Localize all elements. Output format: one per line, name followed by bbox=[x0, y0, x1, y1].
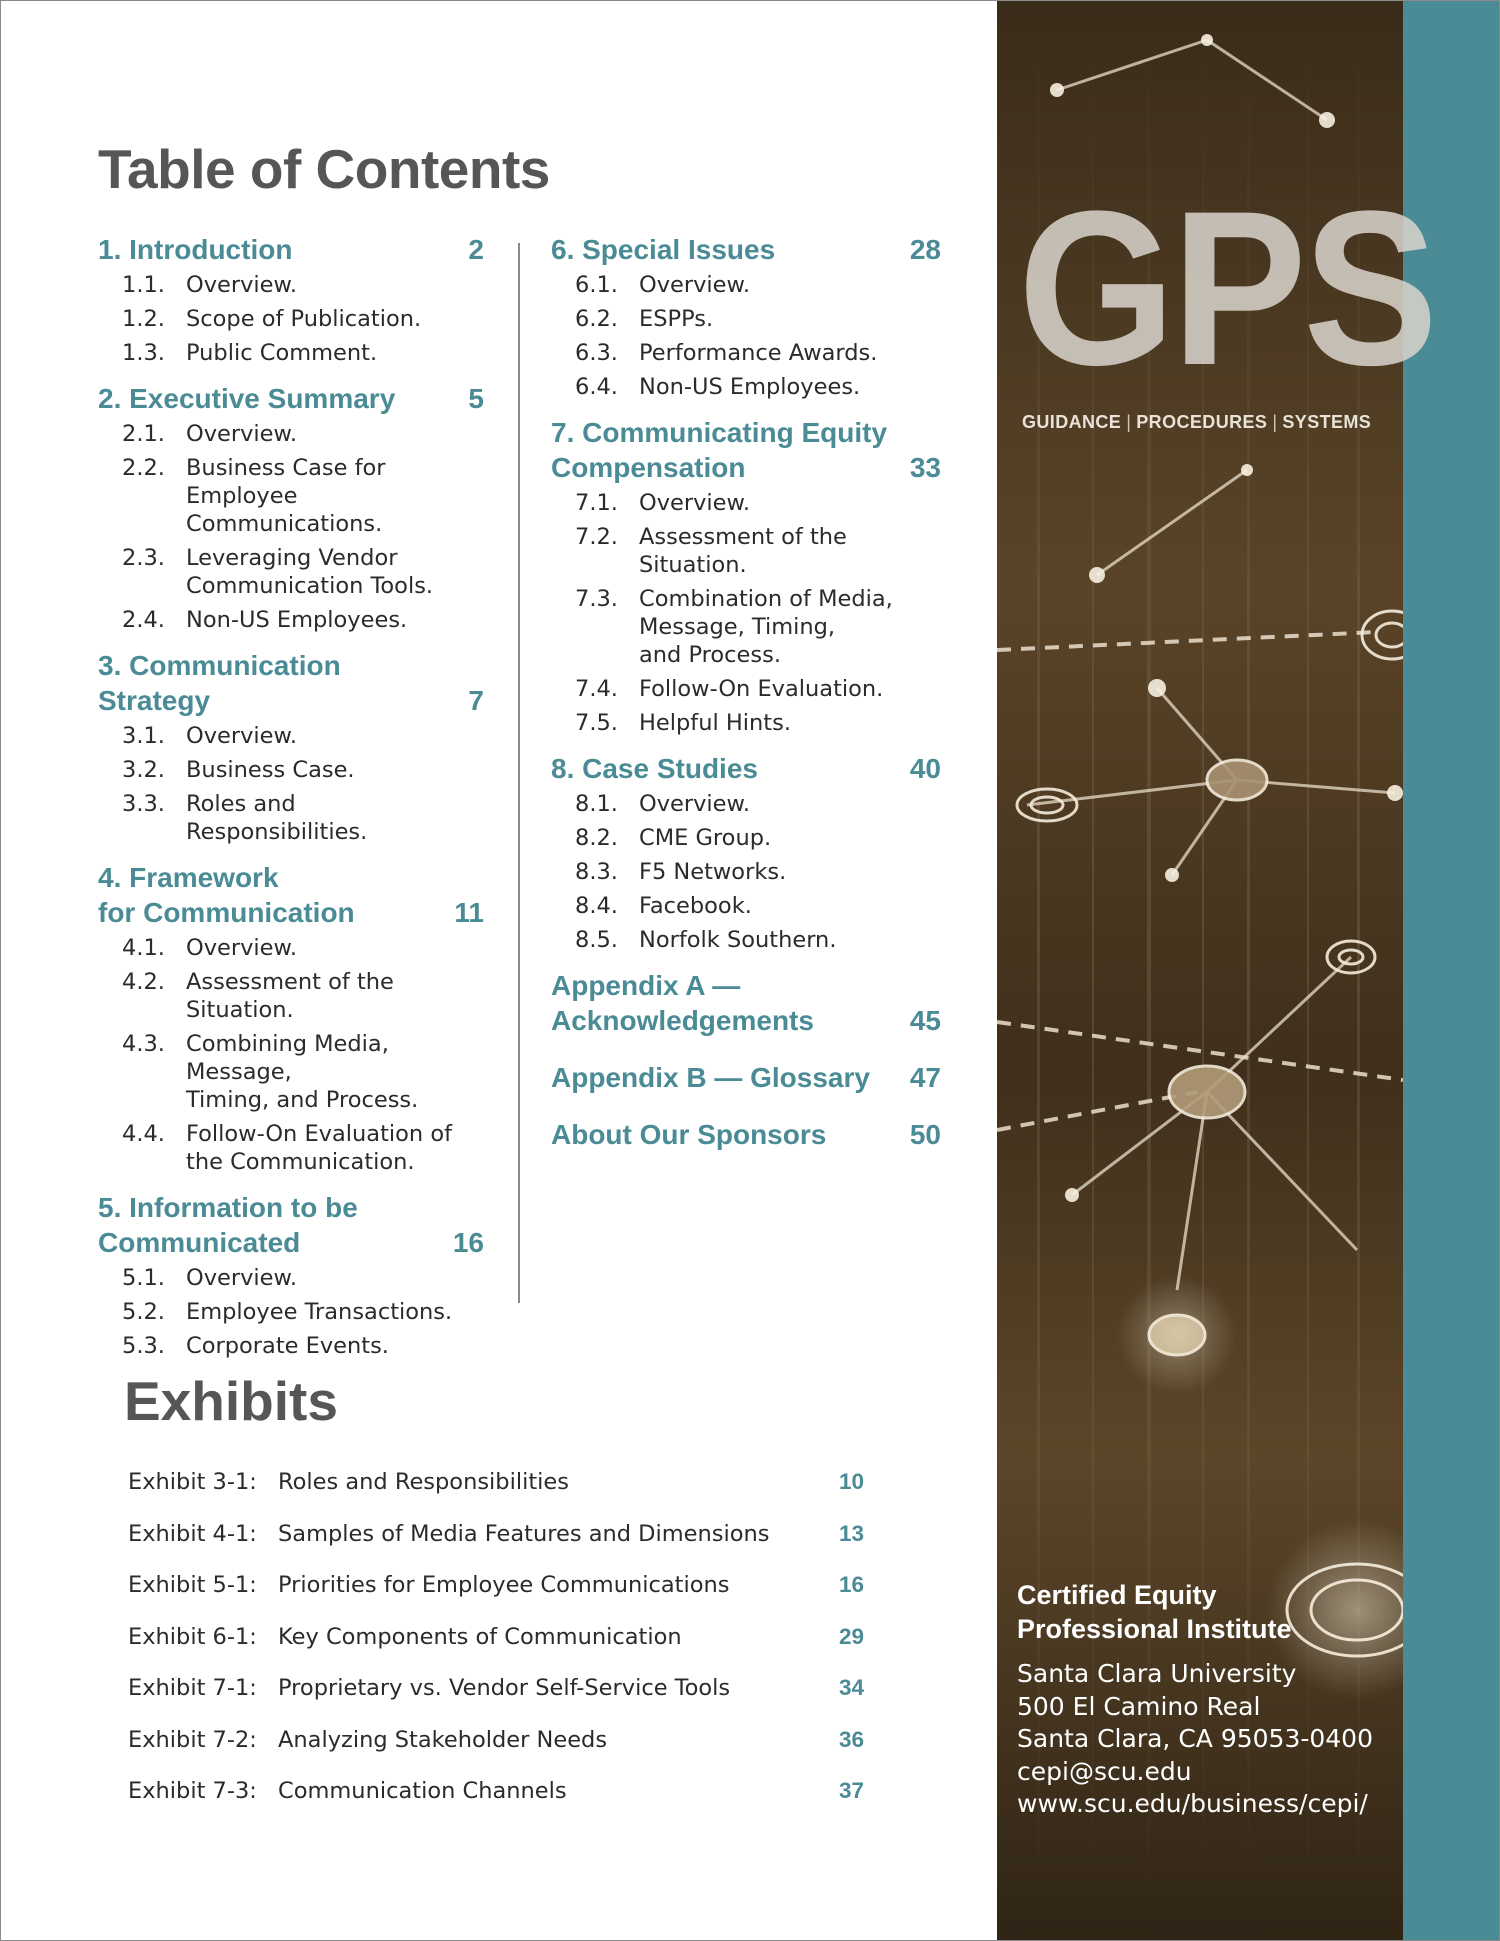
toc-section bbox=[551, 751, 941, 954]
toc-subitem-number: 1.1. bbox=[122, 272, 165, 298]
toc-section-page: 11 bbox=[454, 897, 484, 928]
toc-subitem[interactable] bbox=[551, 858, 941, 886]
exhibit-page: 34 bbox=[838, 1675, 864, 1700]
exhibit-row[interactable] bbox=[128, 1720, 864, 1772]
exhibit-name: Key Components of Communication bbox=[278, 1623, 682, 1650]
exhibit-row[interactable] bbox=[128, 1565, 864, 1617]
toc-subitems bbox=[551, 271, 941, 401]
toc-subitem[interactable] bbox=[551, 892, 941, 920]
toc-subitem[interactable] bbox=[98, 1030, 484, 1114]
toc-subitem-number: 1.3. bbox=[122, 340, 165, 366]
toc-subitem[interactable] bbox=[98, 756, 484, 784]
toc-appendix-page: 50 bbox=[909, 1119, 941, 1150]
exhibit-number: Exhibit 3-1: bbox=[128, 1469, 257, 1495]
exhibit-page: 13 bbox=[838, 1520, 864, 1546]
exhibit-row[interactable] bbox=[128, 1617, 864, 1669]
toc-subitem-text: Scope of Publication. bbox=[186, 306, 422, 332]
toc-subitem[interactable] bbox=[98, 454, 484, 538]
exhibit-page: 37 bbox=[838, 1778, 864, 1803]
toc-appendix-page: 45 bbox=[909, 1005, 941, 1036]
toc-subitem[interactable] bbox=[98, 790, 484, 846]
exhibit-number: Exhibit 7-3: bbox=[128, 1778, 257, 1804]
toc-subitem-number: 8.4. bbox=[575, 893, 618, 919]
toc-subitem[interactable] bbox=[98, 420, 484, 448]
toc-subitem-text: Corporate Events. bbox=[186, 1333, 389, 1359]
toc-subitem-number: 2.4. bbox=[122, 607, 165, 633]
toc-subitem[interactable] bbox=[98, 1264, 484, 1292]
toc-subitem[interactable] bbox=[551, 339, 941, 367]
toc-subitem[interactable] bbox=[551, 489, 941, 517]
institute-name: Certified Equity Professional Institute bbox=[1017, 1580, 1292, 1644]
toc-section-heading[interactable] bbox=[551, 415, 941, 485]
exhibit-row[interactable] bbox=[128, 1771, 864, 1823]
toc-subitem-number: 6.1. bbox=[575, 272, 618, 298]
toc-subitem-text: Facebook. bbox=[639, 893, 752, 919]
exhibit-number: Exhibit 7-2: bbox=[128, 1726, 257, 1753]
toc-section-title[interactable]: 5. Information to be Communicated bbox=[98, 1192, 358, 1258]
toc-subitem-number: 4.4. bbox=[122, 1121, 165, 1147]
toc-appendix-page: 47 bbox=[909, 1062, 941, 1093]
toc-subitem-text: Combining Media, Message, Timing, and Process. bbox=[186, 1031, 419, 1113]
toc-subitem-number: 6.2. bbox=[575, 306, 618, 332]
toc-subitem-text: Overview. bbox=[186, 421, 298, 447]
toc-subitem-number: 8.2. bbox=[575, 825, 618, 851]
toc-section-page: 40 bbox=[909, 753, 941, 784]
toc-subitem-text: Non-US Employees. bbox=[639, 374, 861, 400]
toc-section-page: 16 bbox=[452, 1227, 484, 1258]
toc-subitem[interactable] bbox=[551, 926, 941, 954]
exhibit-page: 10 bbox=[838, 1469, 864, 1494]
toc-appendix-title[interactable]: Appendix A — Acknowledgements bbox=[551, 970, 814, 1036]
exhibit-name: Samples of Media Features and Dimensions bbox=[278, 1520, 770, 1547]
toc-subitem-text: Follow-On Evaluation. bbox=[639, 676, 884, 702]
toc-appendix bbox=[551, 1117, 941, 1152]
toc-subitem-text: CME Group. bbox=[639, 825, 772, 851]
toc-subitem-number: 3.1. bbox=[122, 723, 165, 749]
toc-section-heading[interactable] bbox=[98, 232, 484, 267]
toc-subitem-number: 3.3. bbox=[122, 791, 165, 817]
toc-subitem-text: Non-US Employees. bbox=[186, 607, 408, 633]
toc-subitem-text: Business Case for Employee Communications. bbox=[186, 455, 386, 537]
toc-section-title[interactable]: 4. Framework for Communication bbox=[98, 862, 355, 928]
toc-subitem-text: Follow-On Evaluation of the Communication. bbox=[186, 1121, 453, 1175]
column-divider bbox=[518, 243, 520, 1303]
toc-section-heading[interactable] bbox=[98, 381, 484, 416]
toc-subitem[interactable] bbox=[98, 1298, 484, 1326]
toc-subitem[interactable] bbox=[551, 675, 941, 703]
toc-subitem[interactable] bbox=[551, 790, 941, 818]
toc-subitem-number: 7.1. bbox=[575, 490, 618, 516]
toc-subitem-text: Assessment of the Situation. bbox=[639, 524, 847, 578]
toc-subitems bbox=[98, 934, 484, 1176]
toc-subitem[interactable] bbox=[98, 271, 484, 299]
toc-subitems bbox=[551, 790, 941, 954]
toc-subitem-text: Overview. bbox=[186, 272, 298, 298]
toc-subitem-number: 6.3. bbox=[575, 340, 618, 366]
gps-tagline bbox=[1022, 412, 1371, 433]
toc-subitem-text: ESPPs. bbox=[639, 306, 714, 332]
toc-subitems bbox=[98, 1264, 484, 1360]
toc-appendix-heading[interactable] bbox=[551, 1117, 941, 1152]
tagline-word: PROCEDURES bbox=[1136, 412, 1268, 432]
exhibit-number: Exhibit 7-1: bbox=[128, 1675, 257, 1701]
toc-appendix bbox=[551, 968, 941, 1038]
toc-subitem-text: Helpful Hints. bbox=[639, 710, 792, 736]
toc-right-column bbox=[551, 232, 941, 1174]
toc-subitem[interactable] bbox=[551, 523, 941, 579]
toc-section-title[interactable]: 7. Communicating Equity Compensation bbox=[551, 417, 888, 483]
toc-subitem-number: 5.2. bbox=[122, 1299, 165, 1325]
exhibit-name: Roles and Responsibilities bbox=[278, 1469, 569, 1495]
toc-subitems bbox=[98, 722, 484, 846]
toc-subitem-number: 4.3. bbox=[122, 1031, 165, 1057]
exhibit-name: Analyzing Stakeholder Needs bbox=[278, 1726, 608, 1753]
toc-section-heading[interactable] bbox=[551, 751, 941, 786]
toc-appendix-heading[interactable] bbox=[551, 1060, 941, 1095]
exhibit-name: Proprietary vs. Vendor Self-Service Tools bbox=[278, 1675, 731, 1701]
toc-section bbox=[98, 381, 484, 634]
address-line: 500 El Camino Real bbox=[1017, 1691, 1261, 1721]
toc-section-title[interactable]: 6. Special Issues bbox=[551, 234, 776, 265]
toc-subitem-text: Assessment of the Situation. bbox=[186, 969, 394, 1023]
toc-subitem[interactable] bbox=[551, 271, 941, 299]
toc-section-title[interactable]: 2. Executive Summary bbox=[98, 383, 396, 414]
exhibit-name: Communication Channels bbox=[278, 1778, 567, 1804]
toc-section-title[interactable]: 3. Communication Strategy bbox=[98, 650, 341, 716]
toc-section bbox=[98, 860, 484, 1176]
exhibit-number: Exhibit 6-1: bbox=[128, 1623, 257, 1650]
toc-section-heading[interactable] bbox=[551, 232, 941, 267]
toc-subitems bbox=[98, 420, 484, 634]
toc-subitem-number: 7.4. bbox=[575, 676, 618, 702]
tagline-separator: | bbox=[1272, 412, 1278, 432]
toc-section-page: 7 bbox=[468, 685, 484, 716]
tagline-separator: | bbox=[1126, 412, 1132, 432]
exhibit-page: 16 bbox=[838, 1572, 864, 1597]
toc-subitems bbox=[98, 271, 484, 367]
address-line: Santa Clara, CA 95053-0400 bbox=[1017, 1724, 1373, 1753]
exhibit-page: 29 bbox=[838, 1623, 864, 1649]
toc-section bbox=[98, 648, 484, 846]
toc-section-title[interactable]: 8. Case Studies bbox=[551, 753, 758, 784]
toc-subitem[interactable] bbox=[98, 339, 484, 367]
exhibit-number: Exhibit 4-1: bbox=[128, 1520, 257, 1547]
toc-title: Table of Contents bbox=[98, 138, 550, 200]
toc-section bbox=[98, 232, 484, 367]
institute-address bbox=[1017, 1658, 1373, 1821]
toc-subitem[interactable] bbox=[98, 544, 484, 600]
toc-subitem-text: Roles and Responsibilities. bbox=[186, 791, 368, 845]
toc-appendix-title[interactable]: Appendix B — Glossary bbox=[551, 1062, 870, 1093]
toc-subitem-text: Employee Transactions. bbox=[186, 1299, 453, 1325]
toc-subitem[interactable] bbox=[98, 1332, 484, 1360]
toc-subitem-text: Overview. bbox=[186, 1265, 298, 1291]
toc-subitem-number: 3.2. bbox=[122, 757, 165, 783]
toc-subitem-number: 1.2. bbox=[122, 306, 165, 332]
toc-subitem-text: Overview. bbox=[639, 272, 751, 298]
exhibits-title: Exhibits bbox=[124, 1370, 338, 1432]
toc-subitem-text: Overview. bbox=[639, 791, 751, 817]
exhibit-row[interactable] bbox=[128, 1514, 864, 1566]
toc-subitem-number: 7.5. bbox=[575, 710, 618, 736]
toc-subitem-text: Public Comment. bbox=[186, 340, 378, 366]
toc-subitem[interactable] bbox=[551, 305, 941, 333]
toc-section bbox=[551, 415, 941, 737]
toc-subitem-number: 7.2. bbox=[575, 524, 618, 550]
toc-subitem-number: 4.1. bbox=[122, 935, 165, 961]
toc-left-column bbox=[98, 232, 484, 1374]
toc-subitem-number: 2.3. bbox=[122, 545, 165, 571]
exhibits-list bbox=[128, 1462, 864, 1823]
toc-section-heading[interactable] bbox=[98, 648, 484, 718]
exhibit-name: Priorities for Employee Communications bbox=[278, 1572, 730, 1598]
exhibit-page: 36 bbox=[838, 1726, 864, 1752]
toc-section-page: 33 bbox=[909, 452, 941, 483]
tagline-word: SYSTEMS bbox=[1282, 412, 1372, 432]
toc-subitem-text: Business Case. bbox=[186, 757, 355, 783]
toc-section-title[interactable]: 1. Introduction bbox=[98, 234, 293, 265]
toc-subitems bbox=[551, 489, 941, 737]
toc-section-heading[interactable] bbox=[98, 1190, 484, 1260]
toc-section bbox=[98, 1190, 484, 1360]
toc-subitem-number: 8.1. bbox=[575, 791, 618, 817]
toc-subitem[interactable] bbox=[551, 824, 941, 852]
address-line: cepi@scu.edu bbox=[1017, 1756, 1192, 1786]
toc-subitem-number: 2.1. bbox=[122, 421, 165, 447]
toc-subitem[interactable] bbox=[551, 373, 941, 401]
toc-appendix-heading[interactable] bbox=[551, 968, 941, 1038]
toc-section bbox=[551, 232, 941, 401]
toc-section-heading[interactable] bbox=[98, 860, 484, 930]
toc-subitem-text: Norfolk Southern. bbox=[639, 927, 837, 953]
toc-section-page: 28 bbox=[909, 234, 941, 265]
toc-section-page: 5 bbox=[468, 383, 484, 414]
toc-subitem-number: 6.4. bbox=[575, 374, 618, 400]
toc-subitem-number: 4.2. bbox=[122, 969, 165, 995]
toc-subitem-text: Overview. bbox=[186, 935, 298, 961]
toc-subitem-text: Combination of Media, Message, Timing, and Process. bbox=[639, 586, 893, 668]
toc-subitem[interactable] bbox=[98, 722, 484, 750]
exhibit-row[interactable] bbox=[128, 1668, 864, 1720]
toc-subitem-text: Overview. bbox=[639, 490, 751, 516]
toc-subitem[interactable] bbox=[98, 305, 484, 333]
toc-section-page: 2 bbox=[468, 234, 484, 265]
toc-subitem-number: 8.5. bbox=[575, 927, 618, 953]
toc-subitem[interactable] bbox=[98, 968, 484, 1024]
toc-subitem-number: 2.2. bbox=[122, 455, 165, 481]
toc-subitem-number: 8.3. bbox=[575, 859, 618, 885]
exhibit-row[interactable] bbox=[128, 1462, 864, 1514]
toc-subitem[interactable] bbox=[98, 606, 484, 634]
toc-subitem[interactable] bbox=[551, 585, 941, 669]
gps-logo: GPS bbox=[1018, 165, 1435, 411]
toc-subitem-number: 5.1. bbox=[122, 1265, 165, 1291]
toc-subitem-text: Leveraging Vendor Communication Tools. bbox=[186, 545, 434, 599]
toc-subitem-text: Performance Awards. bbox=[639, 340, 878, 366]
toc-subitem[interactable] bbox=[551, 709, 941, 737]
address-line: Santa Clara University bbox=[1017, 1659, 1297, 1688]
address-line: www.scu.edu/business/cepi/ bbox=[1017, 1789, 1368, 1818]
toc-appendix-title[interactable]: About Our Sponsors bbox=[551, 1119, 827, 1150]
toc-subitem[interactable] bbox=[98, 934, 484, 962]
exhibit-number: Exhibit 5-1: bbox=[128, 1572, 257, 1598]
toc-subitem-text: Overview. bbox=[186, 723, 298, 749]
toc-subitem-number: 7.3. bbox=[575, 586, 618, 612]
toc-appendix bbox=[551, 1060, 941, 1095]
tagline-word: GUIDANCE bbox=[1022, 412, 1122, 432]
toc-subitem-text: F5 Networks. bbox=[639, 859, 787, 885]
toc-subitem-number: 5.3. bbox=[122, 1333, 165, 1359]
toc-subitem[interactable] bbox=[98, 1120, 484, 1176]
